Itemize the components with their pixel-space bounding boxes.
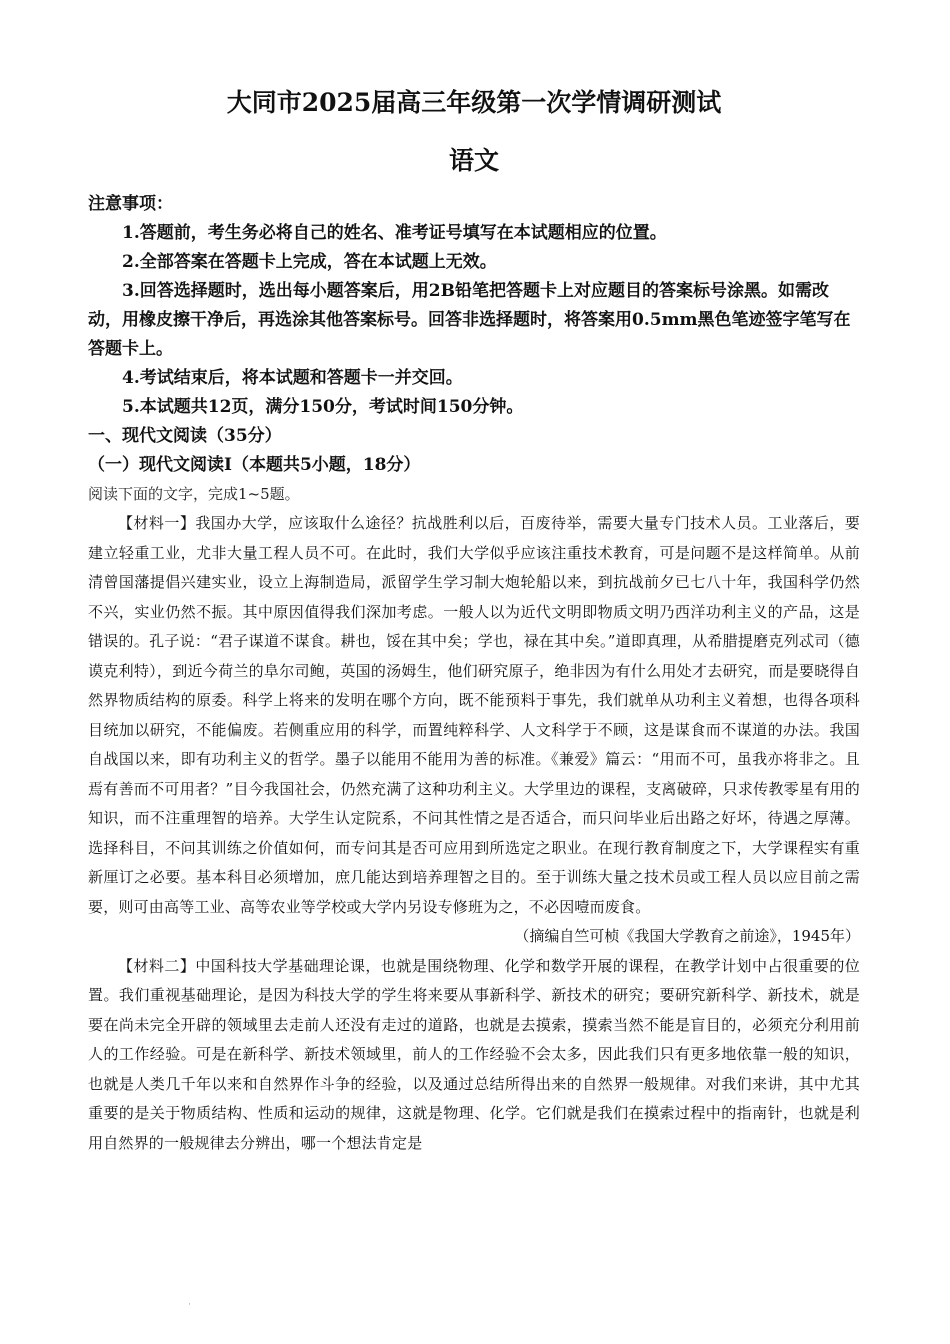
subject-title: 语文	[448, 146, 499, 175]
notice-item: 4.考试结束后，将本试题和答题卡一并交回。	[122, 368, 463, 388]
exam-title: 大同市2025届高三年级第一次学情调研测试	[226, 88, 722, 117]
section-subheading: （一）现代文阅读Ⅰ（本题共5小题，18分）	[88, 455, 421, 475]
material-two-text: 【材料二】中国科技大学基础理论课，也就是围绕物理、化学和数学开展的课程，在教学计划中占很重要的位置。我们重视基础理论，是因为科技大学的学生将来要从事新科学、新技术的研究；要研究新科学、新技术，就是要在尚未完全开辟的领域里去走前人还没有走过的道路，也就是去摸索，摸索当然不能是盲目的，必须充分利用前人的工作经验。可是在新科学、新技术领域里，前人的工作经验不会太多，因此我们只有更多地依靠一般的知识，也就是人类几千年以来和自然界作斗争的经验，以及通过总结所得出来的自然界一般规律。对我们来讲，其中尤其重要的是关于物质结构、性质和运动的规律，这就是物理、化学。它们就是我们在摸索过程中的指南针，也就是利用自然界的一般规律去分辨出，哪一个想法肯定是	[88, 956, 860, 1152]
material-one-source: （摘编自竺可桢《我国大学教育之前途》，1945年）	[514, 927, 860, 945]
notice-item: 1.答题前，考生务必将自己的姓名、准考证号填写在本试题相应的位置。	[122, 223, 667, 243]
reading-instruction: 阅读下面的文字，完成1~5题。	[88, 485, 300, 503]
notice-item: 2.全部答案在答题卡上完成，答在本试题上无效。	[122, 252, 497, 272]
notice-label: 注意事项：	[88, 194, 173, 214]
exam-page	[88, 86, 860, 1158]
notice-block	[88, 190, 860, 422]
notice-item: 5.本试题共12页，满分150分，考试时间150分钟。	[122, 397, 524, 417]
material-one-text: 【材料一】我国办大学，应该取什么途径？抗战胜利以后，百废待举，需要大量专门技术人员。工业落后，要建立轻重工业，尤非大量工程人员不可。在此时，我们大学似乎应该注重技术教育，可是问题不是这样简单。从前清曾国藩提倡兴建实业，设立上海制造局，派留学生学习制大炮轮船以来，到抗战前夕已七八十年，我国科学仍然不兴，实业仍然不振。其中原因值得我们深加考虑。一般人以为近代文明即物质文明乃西洋功利主义的产品，这是错误的。孔子说：“君子谋道不谋食。耕也，馁在其中矣；学也，禄在其中矣。”道即真理，从希腊提磨克列忒司（德谟克利特），到近今荷兰的阜尔司鲍，英国的汤姆生，他们研究原子，绝非因为有什么用处才去研究，而是要晓得自然界物质结构的原委。科学上将来的发明在哪个方向，既不能预料于事先，我们就单从功利主义着想，也得各项科目统加以研究，不能偏废。若侧重应用的科学，而置纯粹科学、人文科学于不顾，这是谋食而不谋道的办法。我国自战国以来，即有功利主义的哲学。墨子以能用不能用为善的标准。《兼爱》篇云：“用而不可，虽我亦将非之。且焉有善而不可用者？”目今我国社会，仍然充满了这种功利主义。大学里边的课程，支离破碎，只求传教零星有用的知识，而不注重理智的培养。大学生认定院系，不问其性情之是否适合，而只问毕业后出路之好坏，待遇之厚薄。选择科目，不问其训练之价值如何，而专问其是否可应用到所选定之职业。在现行教育制度之下，大学课程实有重新厘订之必要。基本科目必须增加，庶几能达到培养理智之目的。至于训练大量之技术员或工程人员以应目前之需要，则可由高等工业、高等农业等学校或大学内另设专修班为之，不必因噎而废食。	[88, 514, 860, 916]
section-heading: 一、现代文阅读（35分）	[88, 426, 282, 446]
notice-item: 3.回答选择题时，选出每小题答案后，用2B铅笔把答题卡上对应题目的答案标号涂黑。如需改动，用橡皮擦干净后，再选涂其他答案标号。回答非选择题时，将答案用0.5mm黑色笔迹签字笔写在答题卡上。	[88, 281, 851, 359]
page-mark: ·	[188, 1300, 191, 1310]
